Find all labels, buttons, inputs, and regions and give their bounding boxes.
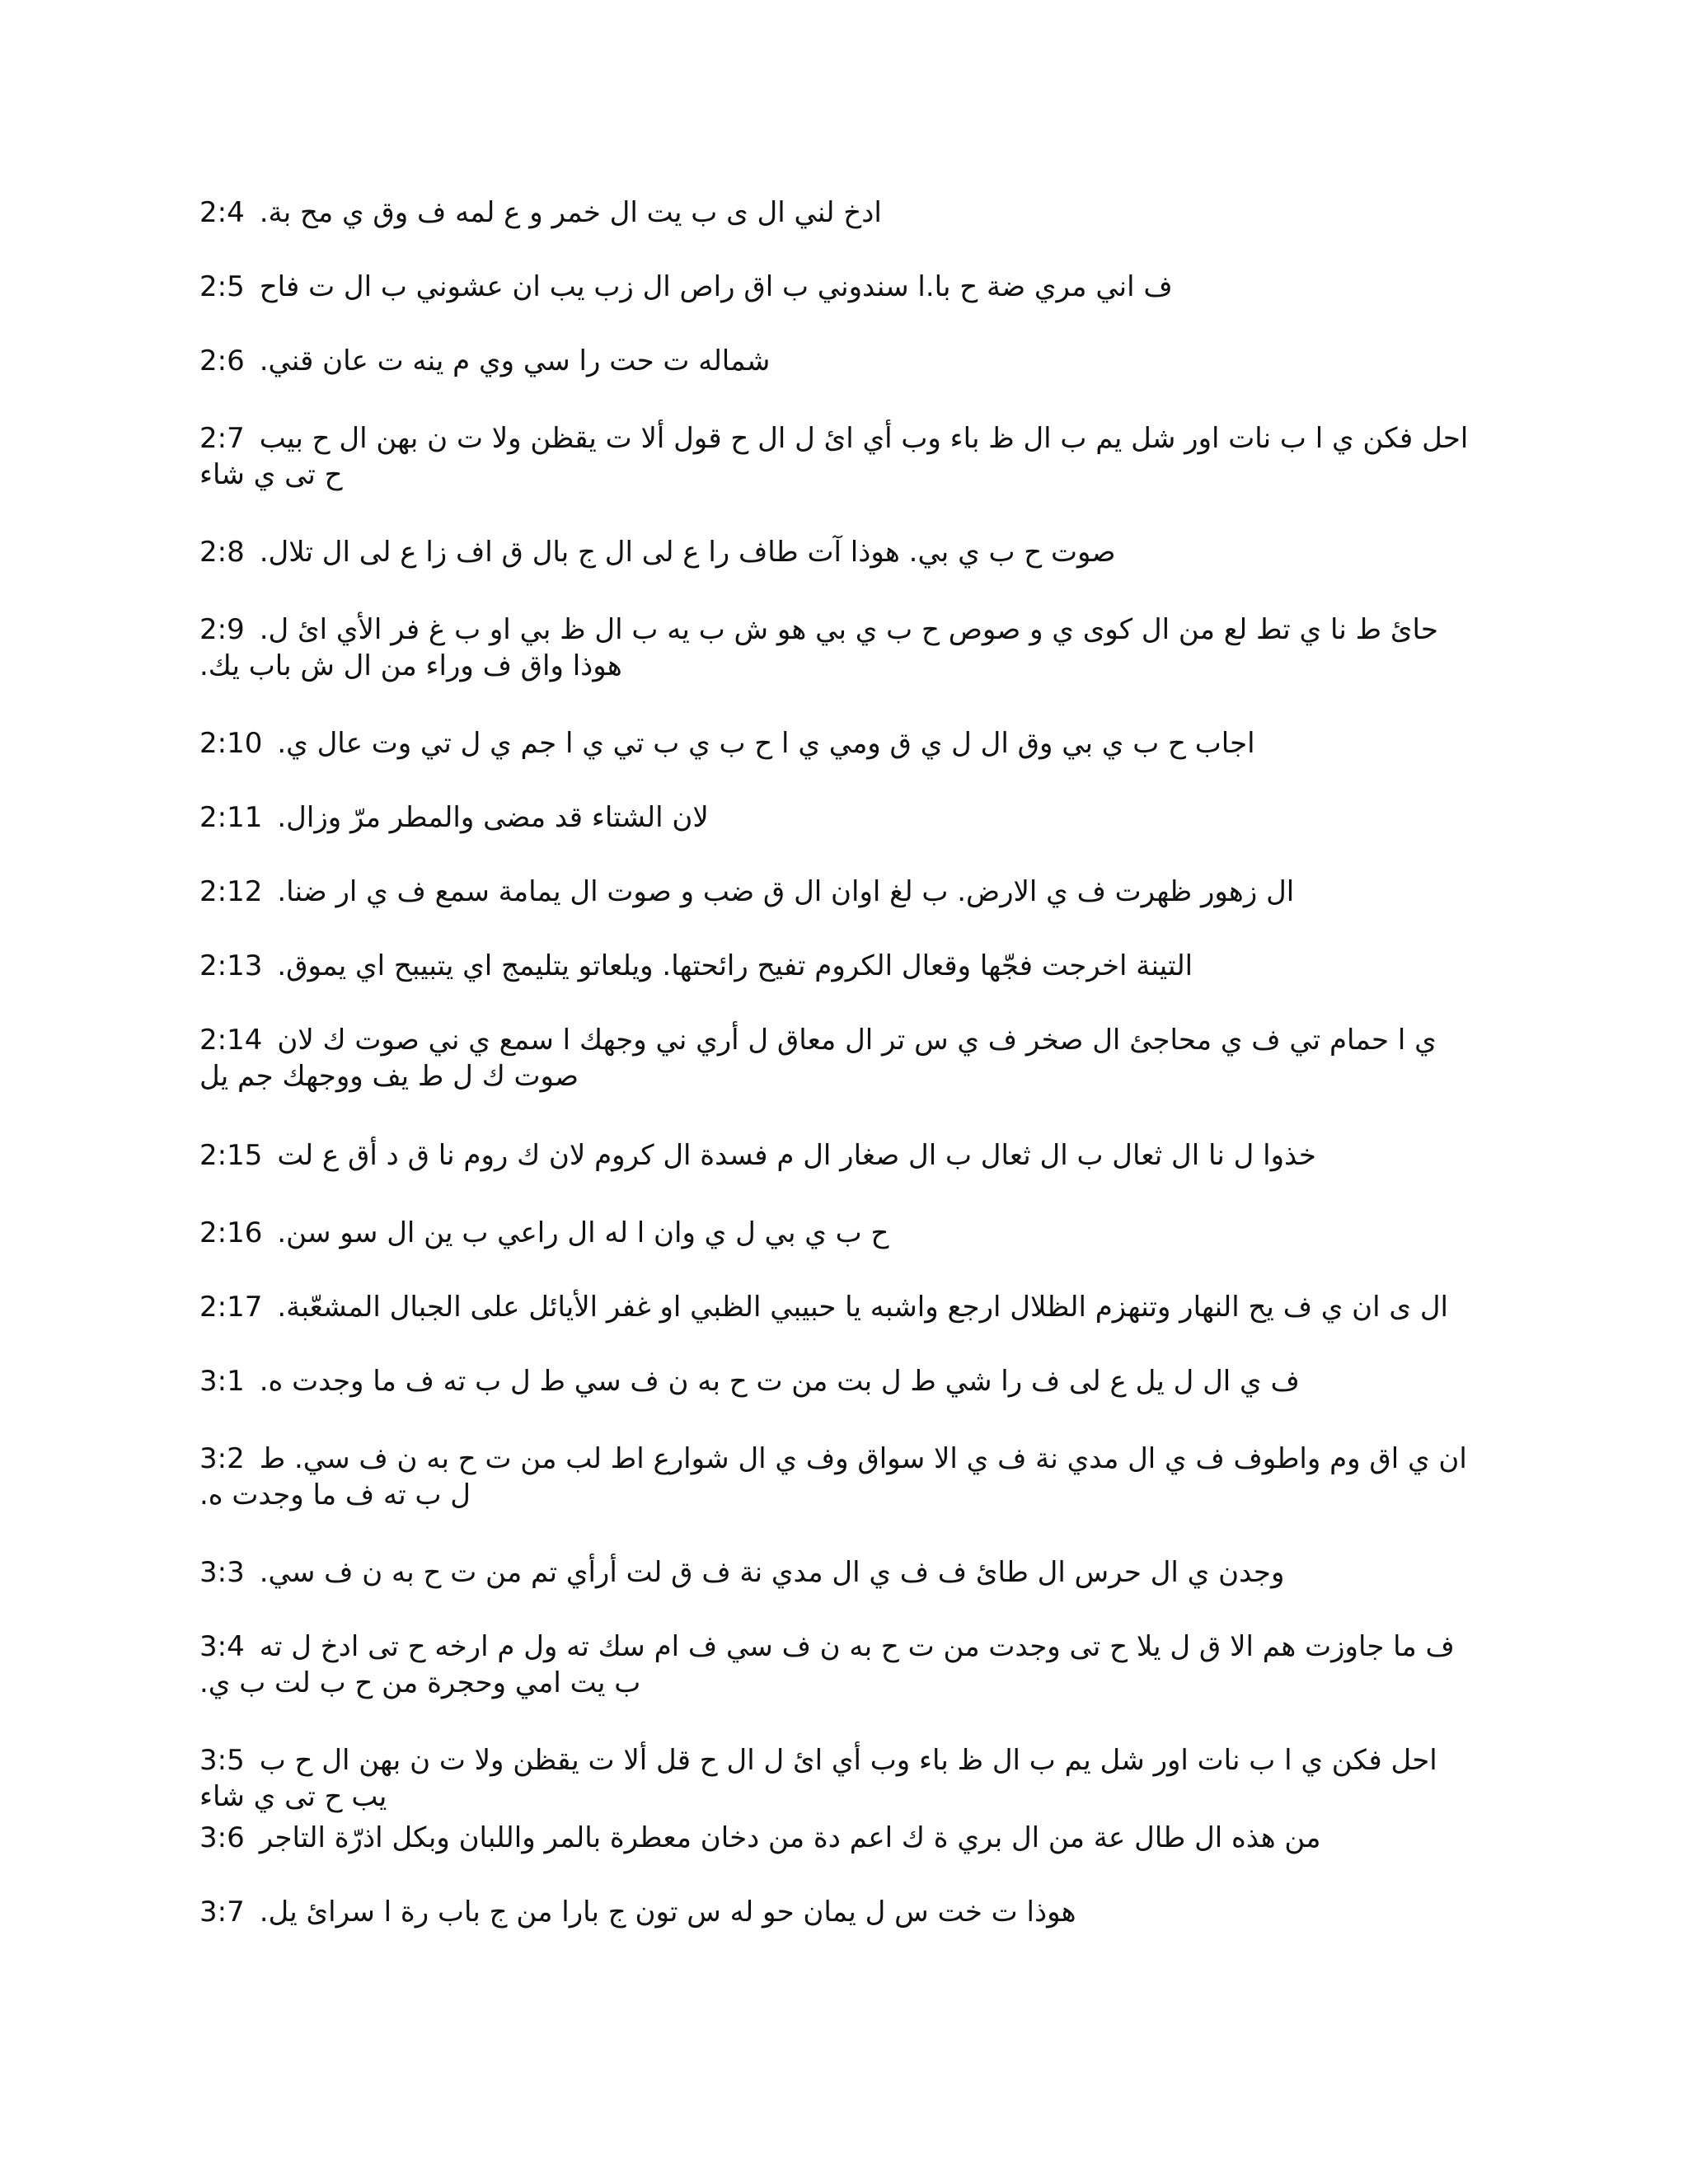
verse-2-6: [199, 343, 1477, 379]
verse-text: اجاب ح ب ي بي وق ال ل ي ق ومي ي ا ح ب ي ب تي ي ا جم ي ل تي وت عال ي.: [277, 727, 1255, 760]
verse-text: ان ي اق وم واطوف ف ي ال مدي نة ف ي الا سواق وف ي ال شوارع اط لب من ت ح به ن ف سي. ط ل ب ته ف ما وجدت ه.: [199, 1442, 1467, 1511]
verse-reference: 2:5: [199, 270, 245, 303]
verse-reference: 2:17: [199, 1291, 263, 1324]
verse-reference: 2:10: [199, 727, 263, 760]
verse-reference: 2:12: [199, 875, 263, 908]
verse-text: خذوا ل نا ال ثعال ب ال ثعال ب ال صغار ال م فسدة ال كروم لان ك روم نا ق د أق ع لت: [277, 1139, 1316, 1172]
verse-reference: 3:7: [199, 1896, 245, 1929]
verse-reference: 2:13: [199, 949, 263, 982]
verse-2-4: [199, 194, 1477, 231]
verse-3-4: [199, 1629, 1477, 1701]
verse-text: شماله ت حت را سي وي م ينه ت عان قني.: [259, 344, 771, 377]
verse-2-13: [199, 948, 1477, 984]
verse-2-17: [199, 1289, 1477, 1325]
verse-2-15: [199, 1137, 1477, 1174]
verse-text: من هذه ال طال عة من ال بري ة ك اعم دة من دخان معطرة بالمر واللبان وبكل اذرّة التاجر: [259, 1821, 1321, 1854]
verse-text: احل فكن ي ا ب نات اور شل يم ب ال ظ باء وب أي ائ ل ال ح قل ألا ت يقظن ولا ت ن بهن ال ح ب يب ح تى ي شاء: [199, 1744, 1437, 1813]
verse-reference: 2:16: [199, 1216, 263, 1249]
verse-3-2: [199, 1441, 1477, 1513]
verse-reference: 2:14: [199, 1024, 263, 1057]
verse-reference: 2:7: [199, 422, 245, 455]
verse-text: احل فكن ي ا ب نات اور شل يم ب ال ظ باء وب أي ائ ل ال ح قول ألا ت يقظن ولا ت ن بهن ال ح بيب ح تى ي شاء: [199, 422, 1469, 491]
verse-text: صوت ح ب ي بي. هوذا آت طاف را ع لى ال ج بال ق اف زا ع لى ال تلال.: [259, 536, 1116, 569]
verse-text: ادخ لني ال ى ب يت ال خمر و ع لمه ف وق ي مح بة.: [259, 196, 882, 229]
verse-3-3: [199, 1554, 1477, 1591]
verse-text: ف اني مري ضة ح با.ا سندوني ب اق راص ال زب يب ان عشوني ب ال ت فاح: [259, 270, 1173, 303]
verse-text: ي ا حمام تي ف ي محاجئ ال صخر ف ي س تر ال معاق ل أري ني وجهك ا سمع ي ني صوت ك لان صوت ك ل ط يف ووجهك جم يل: [199, 1024, 1437, 1093]
verse-reference: 2:8: [199, 536, 245, 569]
verse-text: حائ ط نا ي تط لع من ال كوى ي و صوص ح ب ي بي هو ش ب يه ب ال ظ بي او ب غ فر الأي ائ ل. هوذا واق ف وراء من ال ش باب يك.: [199, 613, 1438, 682]
verse-reference: 3:2: [199, 1442, 245, 1475]
verse-text: التينة اخرجت فجّها وقعال الكروم تفيح رائحتها. ويلعاتو يتليمج اي يتبيبح اي يموق.: [277, 949, 1193, 982]
verse-2-16: [199, 1215, 1477, 1251]
verse-text: لان الشتاء قد مضى والمطر مرّ وزال.: [277, 801, 709, 834]
verse-reference: 3:6: [199, 1821, 245, 1854]
verse-3-7: [199, 1894, 1477, 1930]
verse-text: ح ب ي بي ل ي وان ا له ال راعي ب ين ال سو سن.: [277, 1216, 889, 1249]
verse-reference: 2:6: [199, 344, 245, 377]
verse-2-5: [199, 269, 1477, 305]
verse-3-6: [199, 1820, 1477, 1856]
verse-reference: 2:4: [199, 196, 245, 229]
verse-3-5: [199, 1742, 1477, 1815]
verse-2-11: [199, 799, 1477, 836]
verse-reference: 2:11: [199, 801, 263, 834]
verse-text: ال ى ان ي ف يح النهار وتنهزم الظلال ارجع واشبه يا حبيبي الظبي او غفر الأيائل على الجبال المشعّبة.: [277, 1291, 1448, 1324]
verse-text: ف ما جاوزت هم الا ق ل يلا ح تى وجدت من ت ح به ن ف سي ف ام سك ته ول م ارخه ح تى ادخ ل ته ب يت امي وحجرة من ح ب لت ب ي.: [199, 1630, 1455, 1699]
verse-3-1: [199, 1363, 1477, 1399]
verse-text: وجدن ي ال حرس ال طائ ف ف ي ال مدي نة ف ق لت أرأي تم من ت ح به ن ف سي.: [259, 1556, 1285, 1589]
verse-reference: 2:15: [199, 1139, 263, 1172]
verse-reference: 2:9: [199, 613, 245, 646]
verse-text: هوذا ت خت س ل يمان حو له س تون ج بارا من ج باب رة ا سرائ يل.: [259, 1896, 1076, 1929]
verse-2-9: [199, 612, 1477, 684]
verse-reference: 3:5: [199, 1744, 245, 1777]
verse-reference: 3:3: [199, 1556, 245, 1589]
verse-2-12: [199, 874, 1477, 910]
verse-2-14: [199, 1022, 1477, 1094]
verse-reference: 3:1: [199, 1365, 245, 1398]
verse-2-10: [199, 725, 1477, 762]
verse-2-7: [199, 420, 1477, 493]
verse-text: ال زهور ظهرت ف ي الارض. ب لغ اوان ال ق ضب و صوت ال يمامة سمع ف ي ار ضنا.: [277, 875, 1295, 908]
verse-text: ف ي ال ل يل ع لى ف را شي ط ل بت من ت ح به ن ف سي ط ل ب ته ف ما وجدت ه.: [259, 1365, 1300, 1398]
verse-2-8: [199, 534, 1477, 570]
verse-reference: 3:4: [199, 1630, 245, 1663]
